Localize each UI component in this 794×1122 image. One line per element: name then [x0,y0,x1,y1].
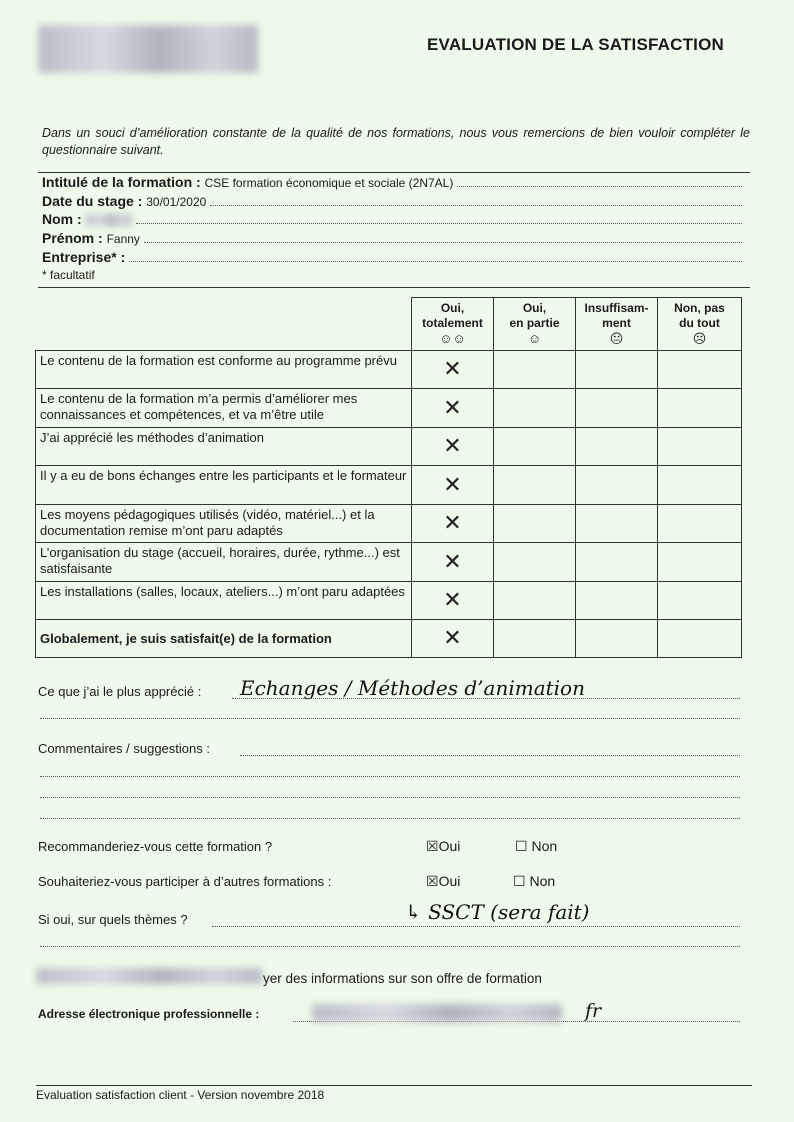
recommend-no[interactable]: ☐ Non [515,838,558,854]
date-label: Date du stage : [42,193,143,209]
cross-mark-icon: ✕ [443,588,462,613]
question-text: Les installations (salles, locaux, ateliers...) m’ont paru adaptées [36,582,412,620]
optional-note: * facultatif [42,268,95,282]
answer-cell[interactable] [412,428,494,466]
answer-cell[interactable] [494,505,576,543]
answer-cell[interactable] [494,620,576,658]
themes-label: Si oui, sur quels thèmes ? [38,912,188,927]
smiley-icon: ☺☺ [439,331,466,346]
answer-cell[interactable] [576,466,658,505]
answer-cell[interactable] [658,389,742,428]
answer-cell[interactable] [658,582,742,620]
cross-mark-icon: ✕ [443,511,462,536]
redacted-text [36,968,262,984]
email-label: Adresse électronique professionnelle : [38,1007,260,1021]
date-field [42,193,742,209]
question-text: Il y a eu de bons échanges entre les participants et le formateur [36,466,412,505]
answer-cell[interactable] [576,428,658,466]
other-trainings-yes[interactable]: ☒Oui [426,873,461,889]
col-header: Insuffisam- ment 😐 [576,298,658,351]
cross-mark-icon: ✕ [443,626,462,651]
redacted-name [86,214,132,226]
formation-value: CSE formation économique et sociale (2N7AL) [204,176,454,190]
comments-label: Commentaires / suggestions : [38,741,210,756]
answer-cell[interactable] [576,543,658,582]
question-text: Le contenu de la formation est conforme au programme prévu [36,351,412,389]
checked-box-icon: ☒ [426,873,439,889]
intro-text: Dans un souci d’amélioration constante de la qualité de nos formations, nous vous remercions de bien vouloir compléter le questionnaire suivant. [42,126,750,157]
formation-label: Intitulé de la formation : [42,174,201,190]
answer-cell[interactable] [412,582,494,620]
consent-text: yer des informations sur son offre de formation [263,971,542,986]
answer-cell[interactable] [494,351,576,389]
answer-cell[interactable] [658,543,742,582]
answer-cell[interactable] [658,428,742,466]
table-row [36,505,742,543]
prenom-value: Fanny [106,232,140,246]
formation-field [42,174,742,190]
cross-mark-icon: ✕ [443,357,462,382]
answer-cell[interactable] [412,505,494,543]
col-header: Oui, en partie ☺ [494,298,576,351]
answer-cell[interactable] [412,389,494,428]
answer-cell[interactable] [494,466,576,505]
appreciation-label: Ce que j’ai le plus apprécié : [38,684,202,699]
answer-cell[interactable] [658,466,742,505]
nom-field [42,211,742,227]
table-row [36,543,742,582]
answer-cell[interactable] [658,351,742,389]
answer-cell[interactable] [412,620,494,658]
prenom-label: Prénom : [42,230,103,246]
answer-cell[interactable] [576,620,658,658]
answer-cell[interactable] [412,543,494,582]
question-text: Globalement, je suis satisfait(e) de la formation [36,620,412,658]
question-text: Les moyens pédagogiques utilisés (vidéo, matériel...) et la documentation remise m’ont paru adaptés [36,505,412,543]
cross-mark-icon: ✕ [443,434,462,459]
footer-text: Evaluation satisfaction client - Version novembre 2018 [36,1088,325,1102]
question-text: L’organisation du stage (accueil, horaires, durée, rythme...) est satisfaisante [36,543,412,582]
appreciation-answer: Echanges / Méthodes d’animation [240,676,585,700]
divider [38,287,750,288]
cross-mark-icon: ✕ [443,549,462,575]
table-row [36,351,742,389]
date-value: 30/01/2020 [146,195,207,209]
entreprise-field [42,249,742,265]
col-header: Non, pas du tout ☹ [658,298,742,351]
recommend-question: Recommanderiez-vous cette formation ? [38,839,273,854]
other-trainings-question: Souhaiteriez-vous participer à d’autres formations : [38,874,332,889]
answer-cell[interactable] [658,505,742,543]
divider [38,172,750,173]
table-row [36,466,742,505]
table-row [36,389,742,428]
empty-box-icon: ☐ [515,838,528,854]
frown-icon: ☹ [692,331,707,346]
table-row [36,582,742,620]
question-text: Le contenu de la formation m’a permis d’améliorer mes connaissances et compétences, et va m’être utile [36,389,412,428]
other-trainings-no[interactable]: ☐ Non [513,873,556,889]
answer-cell[interactable] [494,543,576,582]
answer-cell[interactable] [576,505,658,543]
entreprise-label: Entreprise* : [42,249,126,265]
cross-mark-icon: ✕ [443,472,462,498]
table-row [36,620,742,658]
checked-box-icon: ☒ [426,838,439,854]
themes-answer: ↳ SSCT (sera fait) [405,900,590,924]
answer-cell[interactable] [494,428,576,466]
answer-cell[interactable] [412,351,494,389]
answer-cell[interactable] [494,389,576,428]
answer-cell[interactable] [658,620,742,658]
answer-cell[interactable] [412,466,494,505]
question-text: J’ai apprécié les méthodes d’animation [36,428,412,466]
answer-cell[interactable] [576,389,658,428]
email-suffix: fr [585,1000,602,1022]
nom-label: Nom : [42,211,82,227]
satisfaction-table [35,297,742,658]
smiley-icon: ☺ [527,331,542,346]
cross-mark-icon: ✕ [443,395,462,421]
neutral-face-icon: 😐 [609,331,624,346]
answer-cell[interactable] [576,351,658,389]
recommend-yes[interactable]: ☒Oui [426,838,461,854]
answer-cell[interactable] [494,582,576,620]
answer-cell[interactable] [576,582,658,620]
comments-line [38,741,210,756]
table-row [36,428,742,466]
redacted-email [312,1004,562,1022]
empty-box-icon: ☐ [513,873,526,889]
col-header: Oui, totalement ☺☺ [412,298,494,351]
appreciation-line [38,684,201,699]
prenom-field [42,230,742,246]
themes-line [38,912,188,927]
footer-divider [36,1085,752,1086]
redacted-logo [38,25,258,73]
page-title: EVALUATION DE LA SATISFACTION [427,35,724,54]
